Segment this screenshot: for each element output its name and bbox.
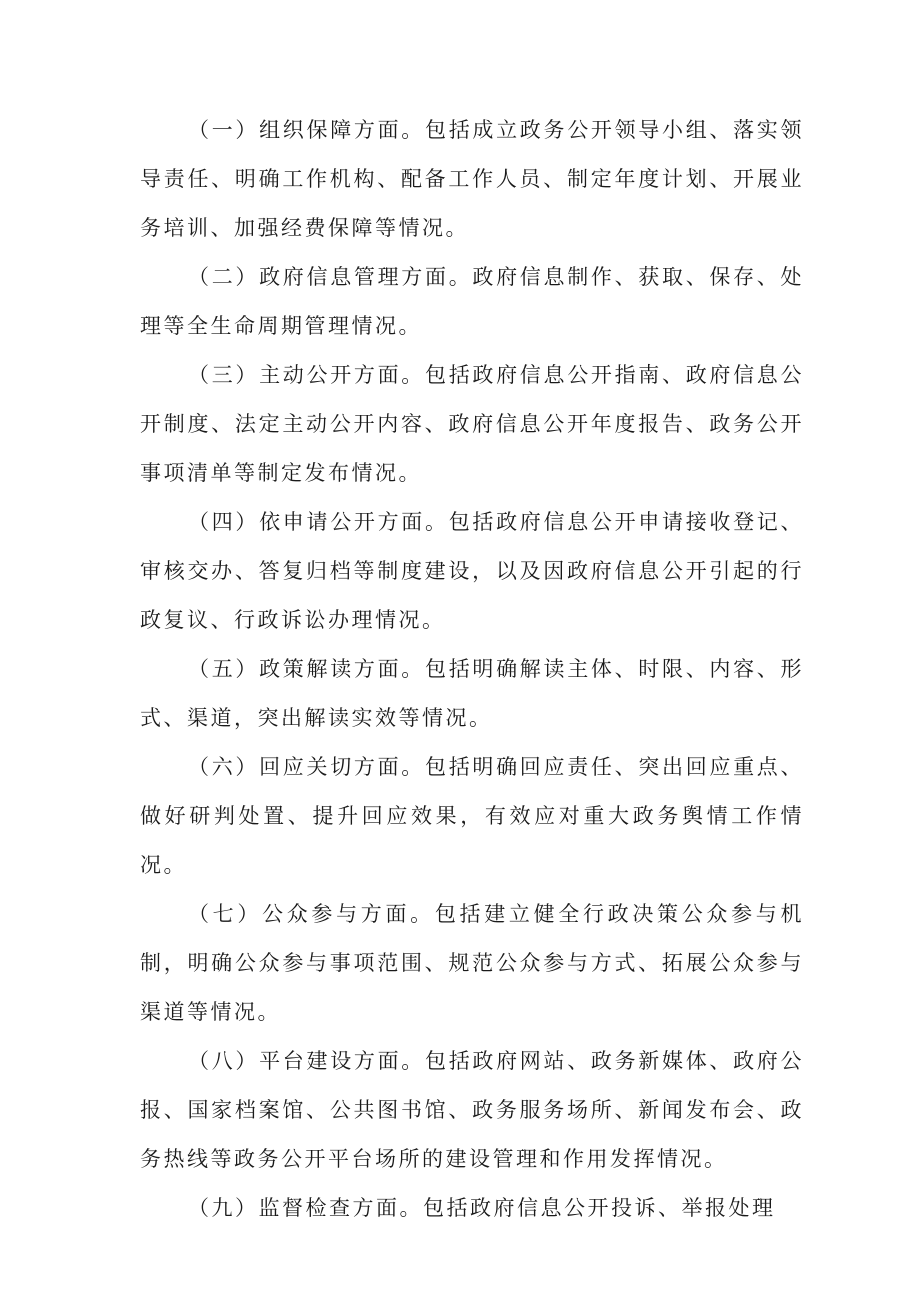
paragraph-proactive-disclosure: （三）主动公开方面。包括政府信息公开指南、政府信息公开制度、法定主动公开内容、政府信息公开年度报告、政务公开事项清单等制定发布情况。 [140,363,804,485]
document-body [140,106,804,1233]
paragraph-public-participation: （七）公众参与方面。包括建立健全行政决策公众参与机制，明确公众参与事项范围、规范公众参与方式、拓展公众参与渠道等情况。 [140,902,804,1024]
paragraph-policy-interpretation: （五）政策解读方面。包括明确解读主体、时限、内容、形式、渠道，突出解读实效等情况。 [140,657,804,730]
paragraph-organization-guarantee: （一）组织保障方面。包括成立政务公开领导小组、落实领导责任、明确工作机构、配备工作人员、制定年度计划、开展业务培训、加强经费保障等情况。 [140,118,804,240]
paragraph-responding-concerns: （六）回应关切方面。包括明确回应责任、突出回应重点、做好研判处置、提升回应效果，有效应对重大政务舆情工作情况。 [140,755,804,877]
paragraph-platform-construction: （八）平台建设方面。包括政府网站、政务新媒体、政府公报、国家档案馆、公共图书馆、政务服务场所、新闻发布会、政务热线等政务公开平台场所的建设管理和作用发挥情况。 [140,1049,804,1171]
paragraph-information-management: （二）政府信息管理方面。政府信息制作、获取、保存、处理等全生命周期管理情况。 [140,265,804,338]
paragraph-supervision-inspection: （九）监督检查方面。包括政府信息公开投诉、举报处理 [188,1196,776,1220]
paragraph-disclosure-upon-request: （四）依申请公开方面。包括政府信息公开申请接收登记、审核交办、答复归档等制度建设，以及因政府信息公开引起的行政复议、行政诉讼办理情况。 [140,510,804,632]
